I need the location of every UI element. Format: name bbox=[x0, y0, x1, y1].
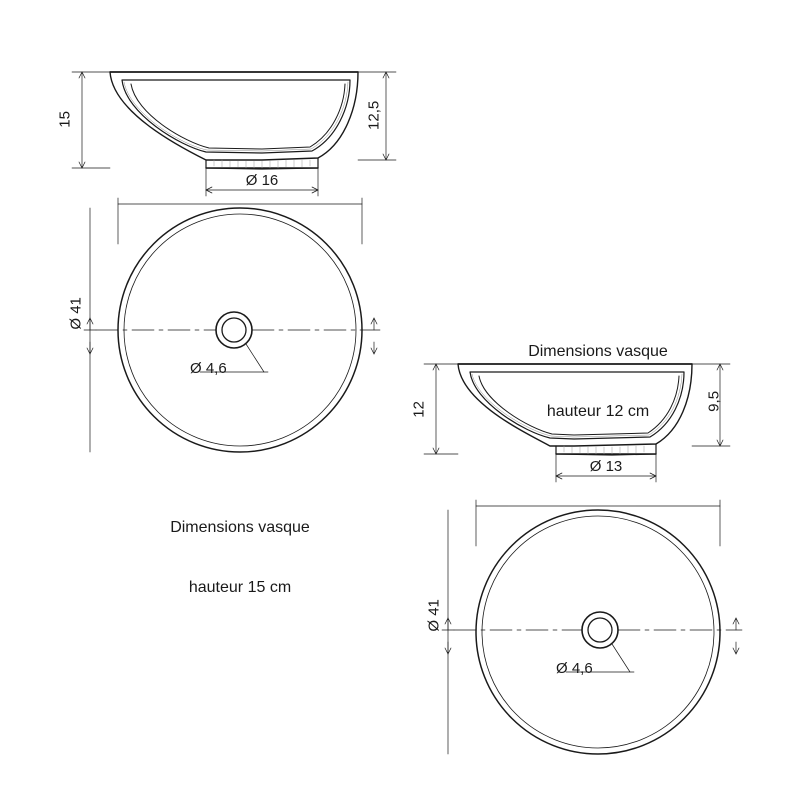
basin15-height-inner-label: 12,5 bbox=[365, 100, 383, 130]
basin15-caption-line1: Dimensions vasque bbox=[170, 519, 310, 536]
basin15-caption-line2: hauteur 15 cm bbox=[188, 579, 292, 596]
basin12-plan-geometry bbox=[476, 510, 720, 754]
basin15-drain-diameter-label: Ø 4,6 bbox=[190, 360, 227, 377]
basin15-outer-diameter-label: Ø 41 bbox=[67, 297, 85, 330]
basin12-caption-line1: Dimensions vasque bbox=[528, 343, 668, 360]
basin15-section-geometry bbox=[110, 72, 358, 169]
basin12-outer-diameter-label: Ø 41 bbox=[425, 599, 443, 632]
basin12-height-inner-label: 9,5 bbox=[705, 390, 723, 412]
basin12-base-diameter-label: Ø 13 bbox=[589, 458, 623, 475]
basin12-drain-diameter-label: Ø 4,6 bbox=[556, 660, 593, 677]
basin12-height-outer-label: 12 bbox=[410, 401, 428, 418]
basin15-base-diameter-label: Ø 16 bbox=[245, 172, 279, 189]
basin12-caption-line2: hauteur 12 cm bbox=[546, 403, 650, 420]
basin15-caption bbox=[80, 478, 400, 638]
basin15-height-outer-label: 15 bbox=[56, 111, 74, 128]
